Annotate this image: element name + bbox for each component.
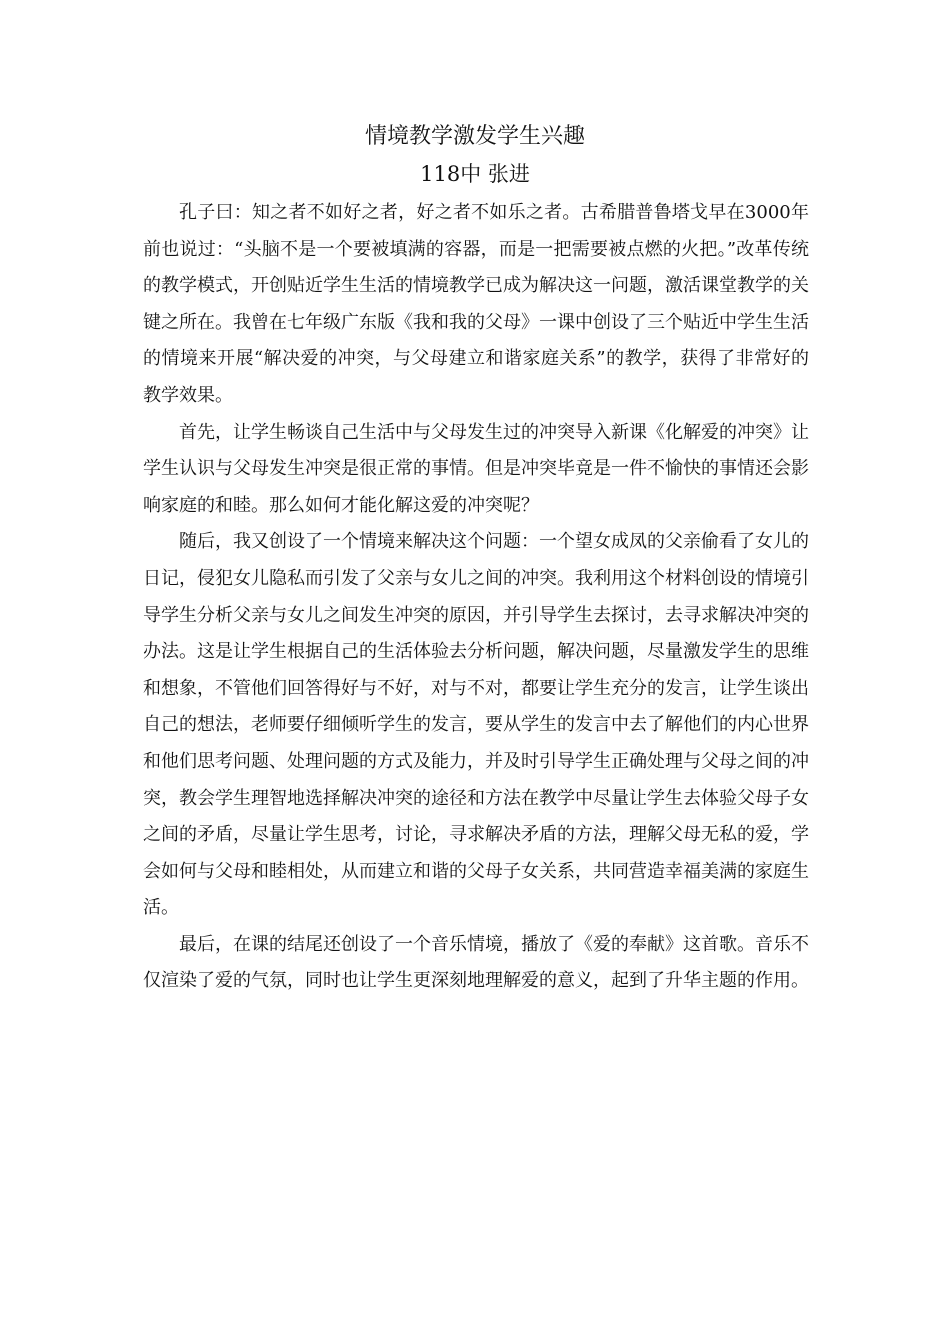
paragraph-2: 首先，让学生畅谈自己生活中与父母发生过的冲突导入新课《化解爱的冲突》让学生认识与父母发生冲突是很正常的事情。但是冲突毕竟是一件不愉快的事情还会影响家庭的和睦。那么如何才能化解这爱的冲突呢？ [143,421,809,516]
paragraph-4: 最后，在课的结尾还创设了一个音乐情境，播放了《爱的奉献》这首歌。音乐不仅渲染了爱的气氛，同时也让学生更深刻地理解爱的意义，起到了升华主题的作用。 [143,933,809,992]
document-title: 情境教学激发学生兴趣 [364,124,585,149]
document-author: 118中 张进 [420,162,530,186]
paragraph-3: 随后，我又创设了一个情境来解决这个问题：一个望女成凤的父亲偷看了女儿的日记，侵犯女儿隐私而引发了父亲与女儿之间的冲突。我利用这个材料创设的情境引导学生分析父亲与女儿之间发生冲突的原因，并引导学生去探讨，去寻求解决冲突的办法。这是让学生根据自己的生活体验去分析问题，解决问题，尽量激发学生的思维和想象，不管他们回答得好与不好，对与不对，都要让学生充分的发言，让学生谈出自己的想法，老师要仔细倾听学生的发言，要从学生的发言中去了解他们的内心世界和他们思考问题、处理问题的方式及能力，并及时引导学生正确处理与父母之间的冲突，教会学生理智地选择解决冲突的途径和方法在教学中尽量让学生去体验父母子女之间的矛盾，尽量让学生思考，讨论，寻求解决矛盾的方法，理解父母无私的爱，学会如何与父母和睦相处，从而建立和谐的父母子女关系，共同营造幸福美满的家庭生活。 [143,531,809,919]
document-body [143,195,809,1000]
paragraph-1: 孔子曰：知之者不如好之者，好之者不如乐之者。古希腊普鲁塔戈早在3000年前也说过：“头脑不是一个要被填满的容器，而是一把需要被点燃的火把。”改革传统的教学模式，开创贴近学生生活的情境教学已成为解决这一问题，激活课堂教学的关键之所在。我曾在七年级广东版《我和我的父母》一课中创设了三个贴近中学生生活的情境来开展“解决爱的冲突，与父母建立和谐家庭关系”的教学，获得了非常好的教学效果。 [143,202,809,406]
